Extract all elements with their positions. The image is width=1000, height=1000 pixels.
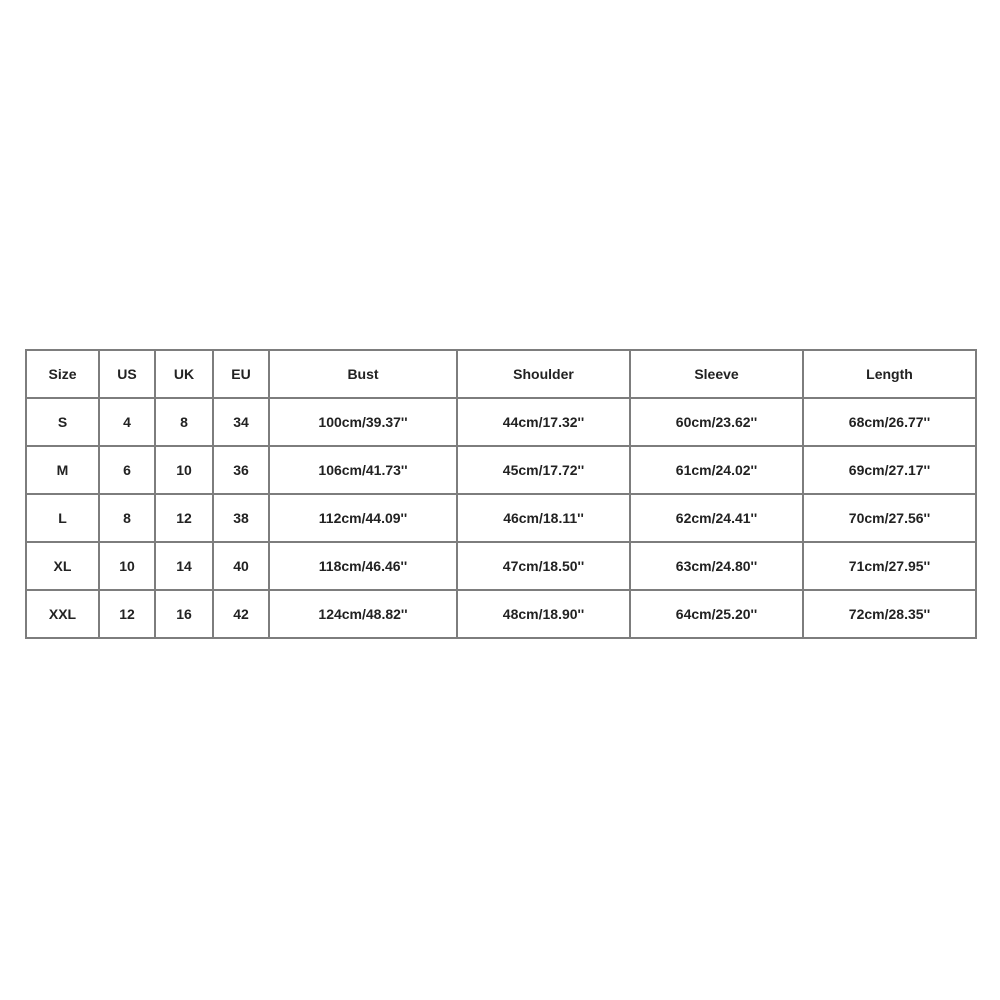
cell-eu: 38 bbox=[213, 494, 269, 542]
cell-uk: 12 bbox=[155, 494, 213, 542]
cell-eu: 42 bbox=[213, 590, 269, 638]
cell-bust: 100cm/39.37'' bbox=[269, 398, 457, 446]
cell-bust: 106cm/41.73'' bbox=[269, 446, 457, 494]
cell-sleeve: 60cm/23.62'' bbox=[630, 398, 803, 446]
cell-bust: 124cm/48.82'' bbox=[269, 590, 457, 638]
cell-bust: 118cm/46.46'' bbox=[269, 542, 457, 590]
table-row bbox=[26, 590, 976, 638]
cell-length: 71cm/27.95'' bbox=[803, 542, 976, 590]
cell-us: 6 bbox=[99, 446, 155, 494]
cell-sleeve: 62cm/24.41'' bbox=[630, 494, 803, 542]
cell-shoulder: 45cm/17.72'' bbox=[457, 446, 630, 494]
cell-eu: 40 bbox=[213, 542, 269, 590]
table-row bbox=[26, 494, 976, 542]
header-uk: UK bbox=[155, 350, 213, 398]
cell-shoulder: 47cm/18.50'' bbox=[457, 542, 630, 590]
cell-uk: 8 bbox=[155, 398, 213, 446]
cell-eu: 34 bbox=[213, 398, 269, 446]
cell-sleeve: 61cm/24.02'' bbox=[630, 446, 803, 494]
cell-shoulder: 44cm/17.32'' bbox=[457, 398, 630, 446]
cell-uk: 16 bbox=[155, 590, 213, 638]
header-length: Length bbox=[803, 350, 976, 398]
size-chart-table bbox=[25, 349, 977, 639]
cell-sleeve: 64cm/25.20'' bbox=[630, 590, 803, 638]
cell-shoulder: 46cm/18.11'' bbox=[457, 494, 630, 542]
cell-size: XL bbox=[26, 542, 99, 590]
cell-sleeve: 63cm/24.80'' bbox=[630, 542, 803, 590]
header-size: Size bbox=[26, 350, 99, 398]
cell-size: XXL bbox=[26, 590, 99, 638]
table-row bbox=[26, 398, 976, 446]
table-row bbox=[26, 542, 976, 590]
header-eu: EU bbox=[213, 350, 269, 398]
cell-length: 68cm/26.77'' bbox=[803, 398, 976, 446]
cell-eu: 36 bbox=[213, 446, 269, 494]
cell-bust: 112cm/44.09'' bbox=[269, 494, 457, 542]
cell-size: L bbox=[26, 494, 99, 542]
header-bust: Bust bbox=[269, 350, 457, 398]
cell-length: 72cm/28.35'' bbox=[803, 590, 976, 638]
cell-shoulder: 48cm/18.90'' bbox=[457, 590, 630, 638]
cell-us: 8 bbox=[99, 494, 155, 542]
header-row bbox=[26, 350, 976, 398]
cell-uk: 10 bbox=[155, 446, 213, 494]
cell-size: S bbox=[26, 398, 99, 446]
cell-length: 69cm/27.17'' bbox=[803, 446, 976, 494]
cell-length: 70cm/27.56'' bbox=[803, 494, 976, 542]
cell-us: 10 bbox=[99, 542, 155, 590]
cell-us: 12 bbox=[99, 590, 155, 638]
cell-size: M bbox=[26, 446, 99, 494]
header-us: US bbox=[99, 350, 155, 398]
header-sleeve: Sleeve bbox=[630, 350, 803, 398]
cell-us: 4 bbox=[99, 398, 155, 446]
table-row bbox=[26, 446, 976, 494]
header-shoulder: Shoulder bbox=[457, 350, 630, 398]
cell-uk: 14 bbox=[155, 542, 213, 590]
